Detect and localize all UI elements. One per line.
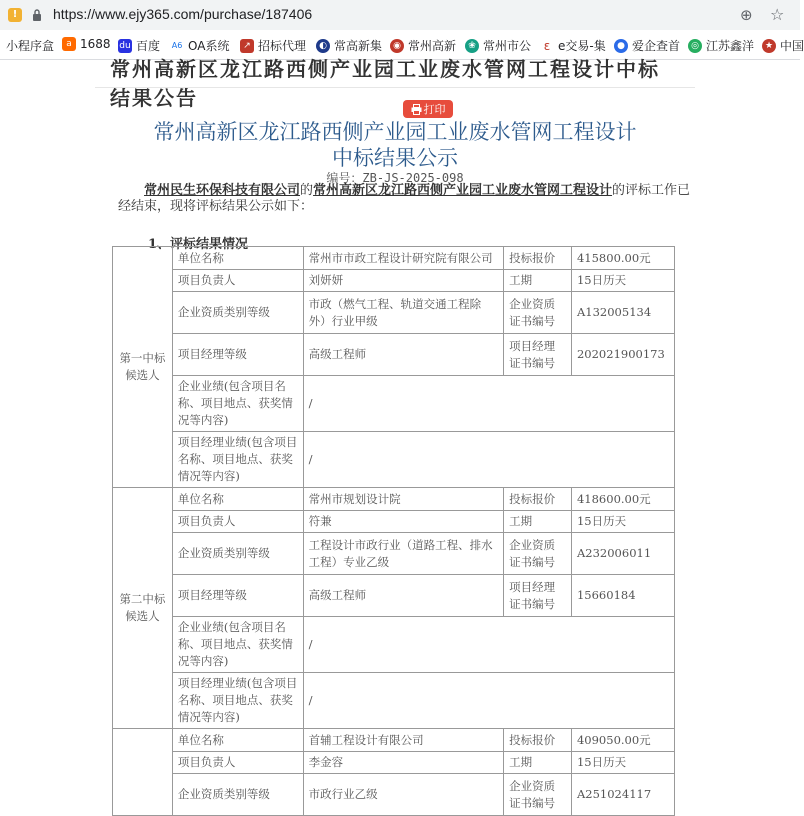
field-value: 刘妍妍	[303, 270, 504, 292]
field-value: /	[303, 376, 674, 432]
field-label: 工期	[504, 270, 572, 292]
table-row	[113, 533, 675, 575]
bookmark-item[interactable]	[390, 37, 456, 54]
field-value: 415800.00元	[571, 247, 674, 270]
table-row	[113, 673, 675, 729]
field-label: 单位名称	[172, 488, 303, 511]
bookmark-label: 百度	[136, 39, 161, 53]
table-row	[113, 270, 675, 292]
table-row	[113, 488, 675, 511]
field-value: /	[303, 617, 674, 673]
field-value: 符兼	[303, 511, 504, 533]
intro-text: 的评标工作已经结束，现将评标结果公示如下：	[118, 183, 691, 214]
field-label: 企业资质类别等级	[172, 533, 303, 575]
field-label: 单位名称	[172, 247, 303, 270]
site-icon: ❀	[465, 39, 479, 53]
print-label: 打印	[423, 103, 446, 116]
field-value: 李金容	[303, 752, 504, 774]
bookmark-item[interactable]	[240, 37, 306, 54]
site-icon: ◉	[390, 39, 404, 53]
field-value: 常州市规划设计院	[303, 488, 504, 511]
page-title	[95, 119, 695, 171]
field-label: 项目负责人	[172, 511, 303, 533]
field-label: 投标报价	[504, 488, 572, 511]
field-value: /	[303, 432, 674, 488]
table-row	[113, 247, 675, 270]
divider	[95, 87, 695, 88]
field-value: 高级工程师	[303, 575, 504, 617]
field-label: 投标报价	[504, 247, 572, 270]
field-label: 企业业绩(包含项目名称、项目地点、获奖情况等内容)	[172, 376, 303, 432]
bookmark-item[interactable]	[762, 37, 804, 54]
field-label: 项目经理等级	[172, 575, 303, 617]
bookmark-label: 江苏鑫洋	[706, 39, 755, 53]
field-value: 15日历天	[571, 752, 674, 774]
bookmark-item[interactable]	[118, 37, 160, 54]
bookmark-label: 1688	[80, 37, 111, 51]
intro-paragraph	[118, 183, 696, 215]
field-label: 单位名称	[172, 729, 303, 752]
field-label: 项目经理等级	[172, 334, 303, 376]
baidu-icon: du	[119, 40, 131, 51]
bookmark-item[interactable]	[688, 37, 754, 54]
aiqicha-icon: ●	[614, 39, 628, 53]
bidding-icon: ↗	[240, 39, 254, 53]
table-row	[113, 752, 675, 774]
table-row	[113, 292, 675, 334]
field-value: 418600.00元	[571, 488, 674, 511]
bookmark-label: 小程序盒	[6, 39, 55, 53]
field-value: 15660184	[571, 575, 674, 617]
emblem-icon: ★	[762, 39, 776, 53]
field-label: 项目经理证书编号	[504, 575, 572, 617]
lens-icon[interactable]: ⊕	[740, 6, 753, 24]
intro-project: 常州高新区龙江路西侧产业园工业废水管网工程设计	[313, 183, 613, 198]
field-value: 工程设计市政行业（道路工程、排水工程）专业乙级	[303, 533, 504, 575]
print-button[interactable]	[403, 100, 453, 118]
field-value: 15日历天	[571, 270, 674, 292]
page-heading-cut: 常州高新区龙江路西侧产业园工业废水管网工程设计中标结果公告	[110, 57, 660, 110]
bookmark-item[interactable]	[540, 37, 606, 54]
field-value: A251024117	[571, 774, 674, 816]
title-line-1: 常州高新区龙江路西侧产业园工业废水管网工程设计	[153, 120, 637, 144]
field-label: 工期	[504, 752, 572, 774]
field-value: 202021900173	[571, 334, 674, 376]
candidate-group-label: 第二中标候选人	[113, 488, 173, 729]
field-value: A232006011	[571, 533, 674, 575]
bookmark-label: 中国	[780, 39, 804, 53]
etrade-icon: ε	[540, 39, 554, 53]
candidate-group-label: 第一中标候选人	[113, 247, 173, 488]
field-label: 项目经理业绩(包含项目名称、项目地点、获奖情况等内容)	[172, 432, 303, 488]
candidate-group-label	[113, 729, 173, 816]
table-row	[113, 774, 675, 816]
address-bar[interactable]	[0, 0, 800, 30]
field-value: A132005134	[571, 292, 674, 334]
printer-icon	[411, 104, 422, 115]
oa-icon: A6	[170, 39, 184, 53]
bookmark-label: 常高新集	[334, 39, 383, 53]
field-label: 企业资质类别等级	[172, 774, 303, 816]
table-row	[113, 334, 675, 376]
field-value: 市政行业乙级	[303, 774, 504, 816]
table-row	[113, 432, 675, 488]
bookmark-item[interactable]	[6, 37, 54, 54]
bookmark-star-icon[interactable]: ☆	[770, 5, 785, 24]
bookmark-label: 招标代理	[258, 39, 307, 53]
table-row	[113, 575, 675, 617]
site-icon: ◎	[688, 39, 702, 53]
1688-icon: a	[62, 37, 76, 51]
bookmark-label: OA系统	[188, 39, 230, 53]
title-line-2: 中标结果公示	[332, 146, 458, 170]
bookmark-label: 常州高新	[408, 39, 457, 53]
lock-icon[interactable]	[32, 9, 42, 21]
field-value: /	[303, 673, 674, 729]
field-label: 项目经理业绩(包含项目名称、项目地点、获奖情况等内容)	[172, 673, 303, 729]
bookmark-item[interactable]	[465, 37, 531, 54]
bookmark-label: 常州市公	[483, 39, 532, 53]
bookmark-label: e交易-集	[558, 39, 606, 53]
table-row	[113, 617, 675, 673]
bookmark-item[interactable]	[614, 37, 680, 54]
field-value: 首辅工程设计有限公司	[303, 729, 504, 752]
section-title: 1、评标结果情况	[148, 237, 249, 252]
url-text[interactable]: https://www.ejy365.com/purchase/187406	[53, 6, 313, 22]
table-row	[113, 376, 675, 432]
field-value: 15日历天	[571, 511, 674, 533]
field-value: 常州市市政工程设计研究院有限公司	[303, 247, 504, 270]
field-label: 投标报价	[504, 729, 572, 752]
field-label: 项目负责人	[172, 270, 303, 292]
field-value: 409050.00元	[571, 729, 674, 752]
field-label: 企业业绩(包含项目名称、项目地点、获奖情况等内容)	[172, 617, 303, 673]
bookmark-item[interactable]	[170, 37, 229, 54]
field-label: 项目经理证书编号	[504, 334, 572, 376]
field-label: 企业资质证书编号	[504, 533, 572, 575]
field-label: 企业资质证书编号	[504, 292, 572, 334]
intro-company: 常州民生环保科技有限公司	[144, 183, 301, 198]
field-label: 企业资质证书编号	[504, 774, 572, 816]
table-row	[113, 729, 675, 752]
bookmark-label: 爱企查首	[632, 39, 681, 53]
intro-text: 的	[300, 183, 314, 198]
page-content	[0, 57, 800, 810]
field-label: 工期	[504, 511, 572, 533]
field-label: 项目负责人	[172, 752, 303, 774]
field-value: 市政（燃气工程、轨道交通工程除外）行业甲级	[303, 292, 504, 334]
field-label: 企业资质类别等级	[172, 292, 303, 334]
table-row	[113, 511, 675, 533]
document-number: 编号：ZB-JS-2025-098	[326, 171, 464, 185]
field-value: 高级工程师	[303, 334, 504, 376]
bookmark-item[interactable]	[316, 37, 382, 54]
shield-icon[interactable]: !	[8, 8, 22, 22]
result-table	[112, 246, 675, 816]
bookmark-item[interactable]	[62, 37, 111, 51]
site-icon: ◐	[316, 39, 330, 53]
